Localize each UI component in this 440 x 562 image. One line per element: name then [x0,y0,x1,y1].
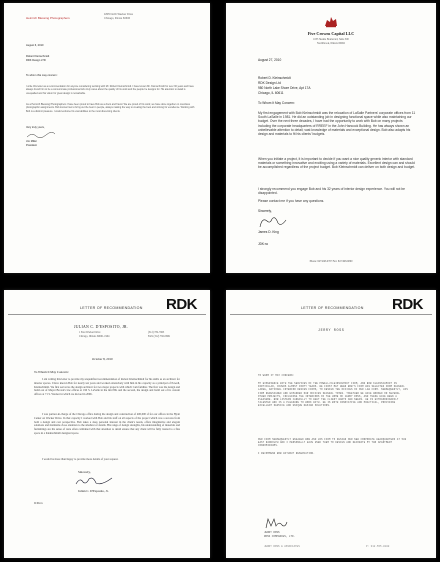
rdk-logo: RDK [392,296,423,313]
sender-fax: FAX (312) 782-0669 [148,335,170,338]
salutation: TO WHOM IT MAY CONCERN: [258,374,295,377]
footer-left: JERRY ROSS & ASSOCIATES [264,545,300,548]
signer-name: Julian C. D'Esposito, Jr. [78,489,109,493]
sender-phone: (312) 782-7663 [148,331,165,334]
body-paragraph: MY EXPERIENCE WITH THE SERVICES OF THE POWELL/KLEINSCHMIDT FIRM, AND BOB KLEINSCHMIDT IN PARTICULAR, COVERS ALMOST FORTY YEARS. WE FIRST MET WHEN BOB'S FIRM WAS SELECTED FROM SEVERAL LARGE, NATIONAL INTERIOR DESIGN FIRMS, TO DESIGN THE OFFICES OF OUR LAW FIRM. SUBSEQUENTLY, HIS FIRM REDESIGNED AND EXPANDED OUR OFFICES SEVERAL TIMES. TOGETHER WE HAVE WORKED ON SEVERAL OTHER PROJECTS, INCLUDING THE INTERIORS OF THE HOME OF JERRY ROSS, AND THESE HAVE BEEN A PLEASURE. BOB LISTENS CAREFULLY TO WHAT THE CLIENT WANTS AND NEEDS. HE IS EXTRAORDINARILY TALENTED AND IS A PLEASURE TO WORK WITH. HE IS BOTH INNOVATIVE AND PRACTICAL, PROVIDING EXCELLENT SERVICE AND UNIQUE DESIGN SOLUTIONS. [258,382,408,408]
letterhead-address-1: 1835 North Wacker Drive [104,13,134,16]
recipient-city: Chicago, IL 60611 [258,91,284,95]
sender-name: JULIAN C. D'ESPOSITO, JR. [74,325,129,329]
letter-desposito [4,290,210,558]
body-paragraph: I write this letter as a recommendation for anyone considering working with Mr. Robert Kleinschmidt. I have known Mr. Kleinschmidt for over 30 years and have always found him to be a consummate professional who truly cares about the quality of his work and the people he designs for. His attention to detail is unequalled and his vision for great design is remarkable. [26,85,194,95]
salutation: To Whom It May Concern: [34,370,69,374]
rdk-logo: RDK [166,296,197,313]
recipient-name: Robert Kleinschmidt [26,55,50,58]
letterhead-address-2: Northbrook, Illinois 60062 [317,42,345,45]
letter-of-recommendation-label: LETTER OF RECOMMENDATION [80,306,143,310]
body-paragraph: As a Heinrich Blessing Photographers I have been proud to have Bob as a client and friend. We are proud of his work; we have done together on countless photographic assignments. Bob knows how to bring out the best in people, always making the way to creating the best and striving for excellence. Working with Bob is a distinct pleasure. I would endorse his vast abilities to the most discerning clients. [26,103,195,113]
recipient-address: 980 North Lake Shore Drive, Apt 17A [258,86,311,90]
footer-right: P: 312.555.0100 [366,545,390,548]
letter-five-crowns [226,3,436,273]
sender-address-1: 1 East Wacker Drive [79,331,101,334]
letterhead-address-1: 1033 Skokie Boulevard, Suite 300 [313,38,349,41]
recipient-company: RDK Design Ltd [258,81,281,85]
letterhead-company: Five Crowns Capital LLC [307,31,355,36]
body-paragraph: When you initiate a project, it is important to decide if you want a nice quality generic interior with standard materials or something innovative and exciting using a variety of materials. Excellent design can and should be accomplished regardless of the project budget. Bob Kleinschmidt can deliver on both design and budget. [258,157,416,170]
signature-image [74,475,114,487]
recipient-company: RDK Design LTD [26,59,46,62]
body-paragraph: OUR FIRM SUBSEQUENTLY ENGAGED BOB AND HIS FIRM TO DESIGN OUR NEW CORPORATE HEADQUARTERS AT 500 EAST RANDOLPH AND I PERSONALLY HAVE USED THEM TO DESIGN AND DECORATE MY TWO APARTMENT CONDOMINIUMS. [258,438,407,448]
letter-heinrich-blessing [4,3,210,273]
signer-title: President [26,144,37,147]
letter-of-recommendation-label: LETTER OF RECOMMENDATION [301,306,364,310]
body-paragraph: I am writing this letter to provide my unqualified recommendation of Robert Kleinschmidt for his skills as an architect for interior spaces. I have known Bob for nearly ten years and worked extensively with him in his capacity as a principal of Powell, Kleinschmidt. We first served as the design architect for two major projects with which I am familiar. The first was the design and build out of Mayer Brown's law offices at 190 S. LaSalle in the mid 80s and the second, the design and build out of its current offices at 71 S. Wacker in which we moved in 2006. [34,378,180,397]
header-divider [8,314,206,315]
body-paragraph: I RECOMMEND BOB WITHOUT RESERVATION. [258,452,315,455]
body-paragraph: I was partner-in-charge of the Chicago office during the design and construction of 400,000 sf for our offices in the Hyatt Center on Wacker Drive. In that capacity I worked with Bob and his staff on all aspects of the project which was a success from both a design and cost perspective. Bob takes a deep personal interest in the client's needs, offers imaginative and elegant solutions and maintains close attention to the smallest of details. His range of design strengths, his understanding of materials and furnishings are his sense of taste often combined with that attention to detail ensure that any client will be fully treated to a fine space in a Kleinschmidt designed space. [34,413,180,435]
signer-name: Jim Miller [26,140,37,143]
signer-title: ROSS COMPANIES, LTD. [264,535,296,538]
letterhead-address-2: Chicago, Illinois 60606 [104,17,131,20]
signature-image [264,516,288,530]
letter-date: August 27, 2010 [258,58,282,62]
letter-footer: Phone: 847/498-6767 Fax: 847/498-6890 [309,260,353,263]
letter-date: October 8, 2010 [92,357,113,361]
initials: JDK:ra [258,242,268,246]
signature-image [26,131,56,139]
signature-image [258,215,288,229]
sender-address-2: Chicago, Illinois 60601-1904 [79,335,110,338]
letter-date: August 6, 2010 [26,44,44,47]
body-paragraph: My first engagement with Bob Kleinschmidt was the relocation of LaSalle Partners' corporate offices from 11 South LaSalle in 1981. He did an outstanding job in designing functional space while also maintaining our budget. Over the next three decades, I have had the opportunity to work with Bob on many projects including the corporate headquarters of RREEF in the John Hancock Building. He has always shown an unbelievable attention to detail; vast knowledge of materials and exceptional design. Bob also adapts his design and materials to fit his clients' budgets. [258,111,416,137]
letter-jerry-ross [226,290,436,558]
closing: Sincerely, [78,470,91,474]
signer-name: James D. King [258,230,279,234]
closing: Very truly yours, [26,126,45,129]
lion-crest-icon [323,16,339,28]
header-divider [230,314,432,315]
body-paragraph: Please contact me if you have any questions. [258,199,325,203]
sender-name: JERRY ROSS [318,329,345,333]
letterhead-logo [26,17,70,20]
salutation: To whom this may concern: [26,74,58,77]
recipient-name: Robert D. Kleinschmidt [258,76,291,80]
signer-name: JERRY ROSS [264,531,280,534]
body-paragraph: I strongly recommend you engage Bob and his 32 years of interior design experience. You will not be disappointed. [258,187,405,196]
letterhead-company: Heinrich Blessing Photographers [26,16,70,20]
initials: JCD:rca [34,502,43,505]
closing: Sincerely, [258,209,272,213]
body-paragraph: I would be more than happy to provide more details of your request. [42,458,119,461]
salutation: To Whom It May Concern: [258,101,295,105]
